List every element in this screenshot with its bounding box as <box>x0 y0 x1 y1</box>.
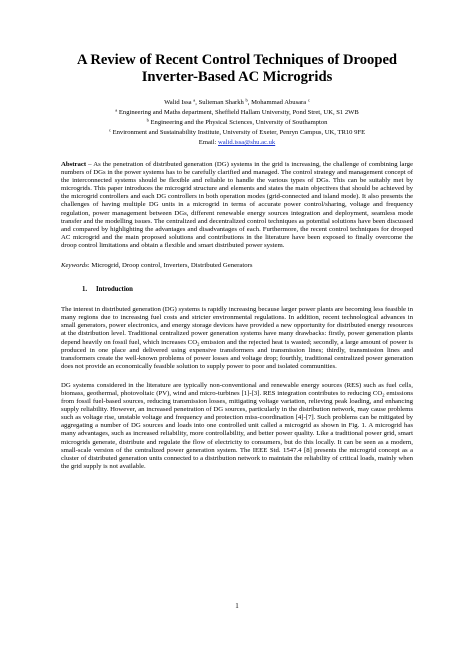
author-block <box>61 98 413 148</box>
keywords-label: Keywords <box>61 262 88 270</box>
author-list <box>61 98 413 108</box>
section-heading-introduction <box>61 285 413 294</box>
page-number: 1 <box>235 602 239 610</box>
paper-title <box>61 0 413 86</box>
abstract-label: Abstract <box>61 161 87 168</box>
affiliation-b: $^b$ Engineering and the Physical Sciences, University of Southampton <box>146 117 328 126</box>
author-affiliation-mark: a <box>193 97 196 103</box>
paragraph: The interest in distributed generation (DG) systems is rapidly increasing because larger power plants are becoming less feasible in many regions due to increasing fuel costs and stricter environmental regulations. In addition, recent technological advances in small generators, power electronics, and energy storage devices have provided a new opportunity for distributed energy resources at the distribution level. Traditional centralized power generation systems have many drawbacks: firstly, power generation plants depend heavily on fossil fuel, which increases $CO_2$ emission and the rejected heat is wasted; secondly, a large amount of power is produced in one place and delivered using expensive transformers and transmission lines; thirdly, transmission lines and transformers create the well-known problems of power losses and voltage drop; fourthly, traditional centralized power generation does not provide an economically feasible solution to supply power to poor and isolated communities. <box>61 306 414 370</box>
abstract <box>61 161 413 250</box>
author-name: , Mohammad Abusara <box>247 99 308 106</box>
paper-title-line-1: A Review of Recent Control Techniques of Drooped <box>76 52 398 68</box>
author-name: Walid Issa <box>164 99 194 106</box>
email-link[interactable]: walid.issa@shu.ac.uk <box>218 139 276 146</box>
section-number: 1. <box>82 286 88 294</box>
contact-email <box>61 138 413 148</box>
abstract-text: – As the penetration of distributed generation (DG) systems in the grid is increasing, the challenge of combining large numbers of DGs in the power systems has to be carefully clarified and managed. The control strategy and management concept of the interconnected systems should be flexible and reliable to handle the various types of DGs. This can be suitably met by microgrids. This paper introduces the microgrid structure and elements and states the main objectives that should be achieved by the microgrid controllers and each DG controllers in both operation modes (grid-connected and island mode). It also presents the challenges of having multiple DG units in a microgrid in terms of accurate power control/sharing, voltage and frequency regulation, power management between DGs, different renewable energy sources integration and deployment, seamless mode transfer and the modelling issues. The centralized and decentralized control techniques as potential solutions have been discussed and compared by highlighting the advantages and disadvantages of each. Furthermore, the recent control techniques for drooped AC microgrid and the main proposed solutions and contributions in the literature have been exposed to finally overcome the droop control limitations and obtain a flexible and smart distributed power system. <box>61 161 413 249</box>
section-title: Introduction <box>96 286 133 294</box>
keywords-text: : Microgrid, Droop control, Inverters, Distributed Generators <box>87 262 253 270</box>
email-label: Email: <box>198 139 219 146</box>
keywords <box>61 262 413 270</box>
paragraph: DG systems considered in the literature are typically non-conventional and renewable energy sources (RES) such as fuel cells, biomass, geothermal, photovoltaic (PV), wind and micro-turbines [1]-[3]. RES integration contributes to reducing $CO_2$ emissions from fossil fuel-based sources, reducing transmission losses, mitigating voltage variation, relieving peak loading, and enhancing supply reliability. However, an increased penetration of DG sources, particularly in the distribution network, may cause problems such as voltage rise, unstable voltage and frequency and protection miss-coordination [4]-[7]. Such problems can be mitigated by aggregating a number of DG sources and loads into one controlled unit called a microgrid as shown in Fig. 1. A microgrid has many advantages, such as increased reliability, more controllability, and better power quality. Like a traditional power grid, smart microgrids generate, distribute and regulate the flow of electricity to consumers, but do this locally. It can be seen as a modern, small-scale version of the centralized power generation system. The IEEE Std. 1547.4 [8] presents the microgrid concept as a cluster of distributed generation units connected to a distribution network to maintain the reliability of critical loads, mainly when the grid supply is not available. <box>61 381 413 470</box>
paper-title-line-2: Inverter-Based AC Microgrids <box>141 69 333 85</box>
affiliation-c: $^c$ Environment and Sustainability Institute, University of Exeter, Penryn Campus, UK, TR10 9FE <box>108 127 366 136</box>
author-affiliation-mark: b <box>245 97 248 103</box>
author-name: , Sulieman Sharkh <box>195 99 246 106</box>
author-affiliation-mark: c <box>307 97 310 103</box>
affiliation-a: $^a$ Engineering and Maths department, Sheffield Hallam University, Pond Stret, UK, S1 2WB <box>115 107 359 116</box>
